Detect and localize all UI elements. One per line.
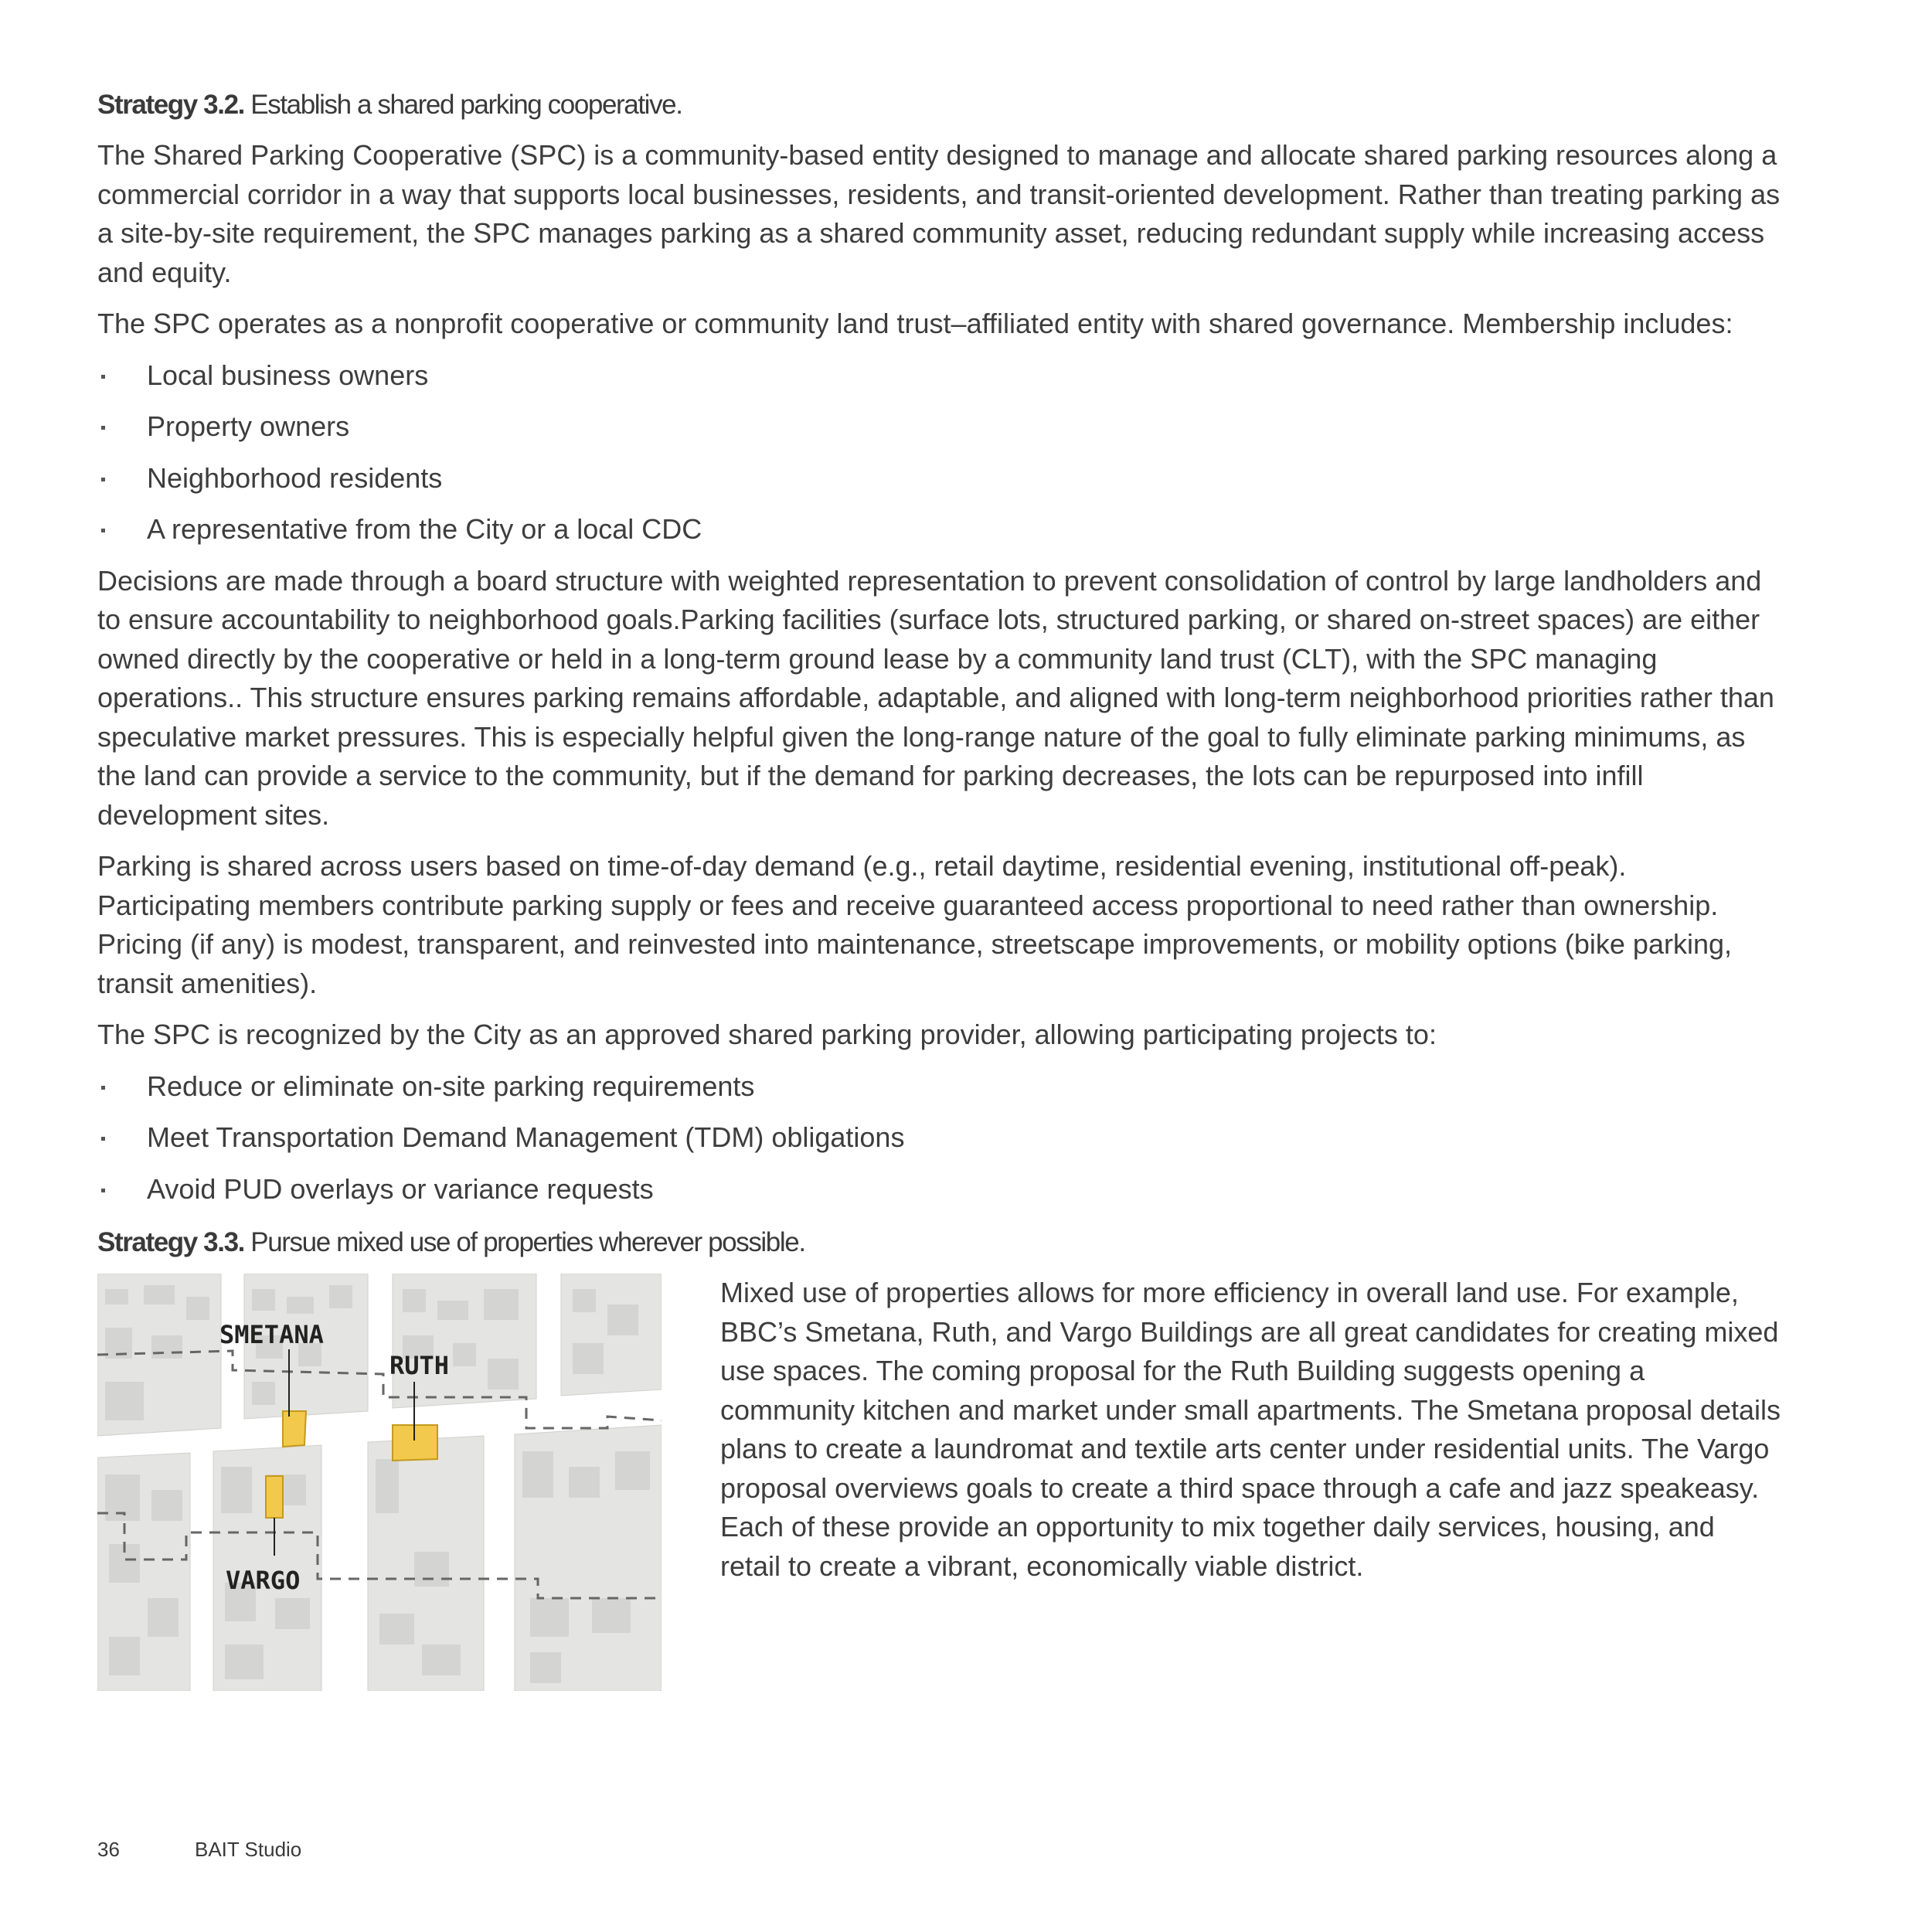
benefits-list xyxy=(97,1067,1782,1209)
strategy-title: Pursue mixed use of properties wherever possible. xyxy=(243,1227,805,1257)
bullet-icon xyxy=(101,1137,105,1141)
mixed-use-paragraph: Mixed use of properties allows for more efficiency in overall land use. For example, BBC’s Smetana, Ruth, and Vargo Buildings are all great candidates for creating mixed use spaces. The coming proposal for the Ruth Building suggests opening a community kitchen and market under small apartments. The Smetana proposal details plans to create a laundromat and textile arts center under residential units. The Vargo proposal overviews goals to create a third space through a cafe and jazz speakeasy. Each of these provide an opportunity to mix together daily services, housing, and retail to create a vibrant, economically viable district. xyxy=(720,1277,1781,1582)
map-label-ruth: RUTH xyxy=(389,1351,450,1380)
list-item: Reduce or eliminate on-site parking requirements xyxy=(97,1067,1782,1107)
list-item: Property owners xyxy=(97,407,1782,447)
membership-list xyxy=(97,356,1782,549)
footer-studio: BAIT Studio xyxy=(195,1838,302,1861)
page-number: 36 xyxy=(97,1838,120,1861)
list-item: Local business owners xyxy=(97,356,1782,396)
bullet-icon xyxy=(101,375,105,379)
bullet-icon xyxy=(101,529,105,532)
paragraph: Decisions are made through a board structure with weighted representation to prevent consolidation of control by large landholders and to ensure accountability to neighborhood goals.Parking facilities (surface lots, structured parking, or shared on-street spaces) are either owned directly by the cooperative or held in a long-term ground lease by a community land trust (CLT), with the SPC managing operations.. This structure ensures parking remains affordable, adaptable, and aligned with long-term neighborhood priorities rather than speculative market pressures. This is especially helpful given the long-range nature of the goal to fully eliminate parking minimums, as the land can provide a service to the community, but if the demand for parking decreases, the lots can be repurposed into infill development sites. xyxy=(97,564,1774,831)
page-footer xyxy=(97,1838,301,1862)
paragraph: The SPC is recognized by the City as an approved shared parking provider, allowing participating projects to: xyxy=(97,1019,1437,1050)
map-label-smetana: SMETANA xyxy=(219,1320,324,1349)
paragraph: Parking is shared across users based on time-of-day demand (e.g., retail daytime, residential evening, institutional off-peak). Participating members contribute parking supply or fees and receive guaranteed access proportional to need rather than ownership. Pricing (if any) is modest, transparent, and reinvested into maintenance, streetscape improvements, or mobility options (bike parking, transit amenities). xyxy=(97,850,1732,999)
strategy-3-2-heading xyxy=(97,83,1782,127)
bullet-icon xyxy=(101,426,105,430)
bullet-icon xyxy=(101,1086,105,1090)
strategy-title: Establish a shared parking cooperative. xyxy=(243,90,682,120)
strategy-3-3-heading xyxy=(97,1221,1782,1264)
strategy-label: Strategy 3.3. xyxy=(97,1227,244,1257)
site-map-graphic xyxy=(97,1274,662,1691)
list-item: Meet Transportation Demand Management (TDM) obligations xyxy=(97,1118,1782,1158)
map-label-vargo: VARGO xyxy=(226,1566,301,1595)
list-item: Neighborhood residents xyxy=(97,459,1782,498)
bullet-icon xyxy=(101,478,105,481)
paragraph: The Shared Parking Cooperative (SPC) is a community-based entity designed to manage and allocate shared parking resources along a commercial corridor in a way that supports local businesses, residents, and transit-oriented development. Rather than treating parking as a site-by-site requirement, the SPC manages parking as a shared community asset, reducing redundant supply while increasing access and equity. xyxy=(97,139,1781,288)
list-item: A representative from the City or a local CDC xyxy=(97,510,1782,549)
list-item: Avoid PUD overlays or variance requests xyxy=(97,1170,1782,1209)
paragraph: The SPC operates as a nonprofit cooperative or community land trust–affiliated entity with shared governance. Membership includes: xyxy=(97,308,1733,339)
page-content xyxy=(97,83,1782,1691)
mixed-use-section xyxy=(97,1274,1782,1691)
strategy-label: Strategy 3.2. xyxy=(97,90,244,120)
site-map xyxy=(97,1274,662,1691)
bullet-icon xyxy=(101,1189,105,1192)
